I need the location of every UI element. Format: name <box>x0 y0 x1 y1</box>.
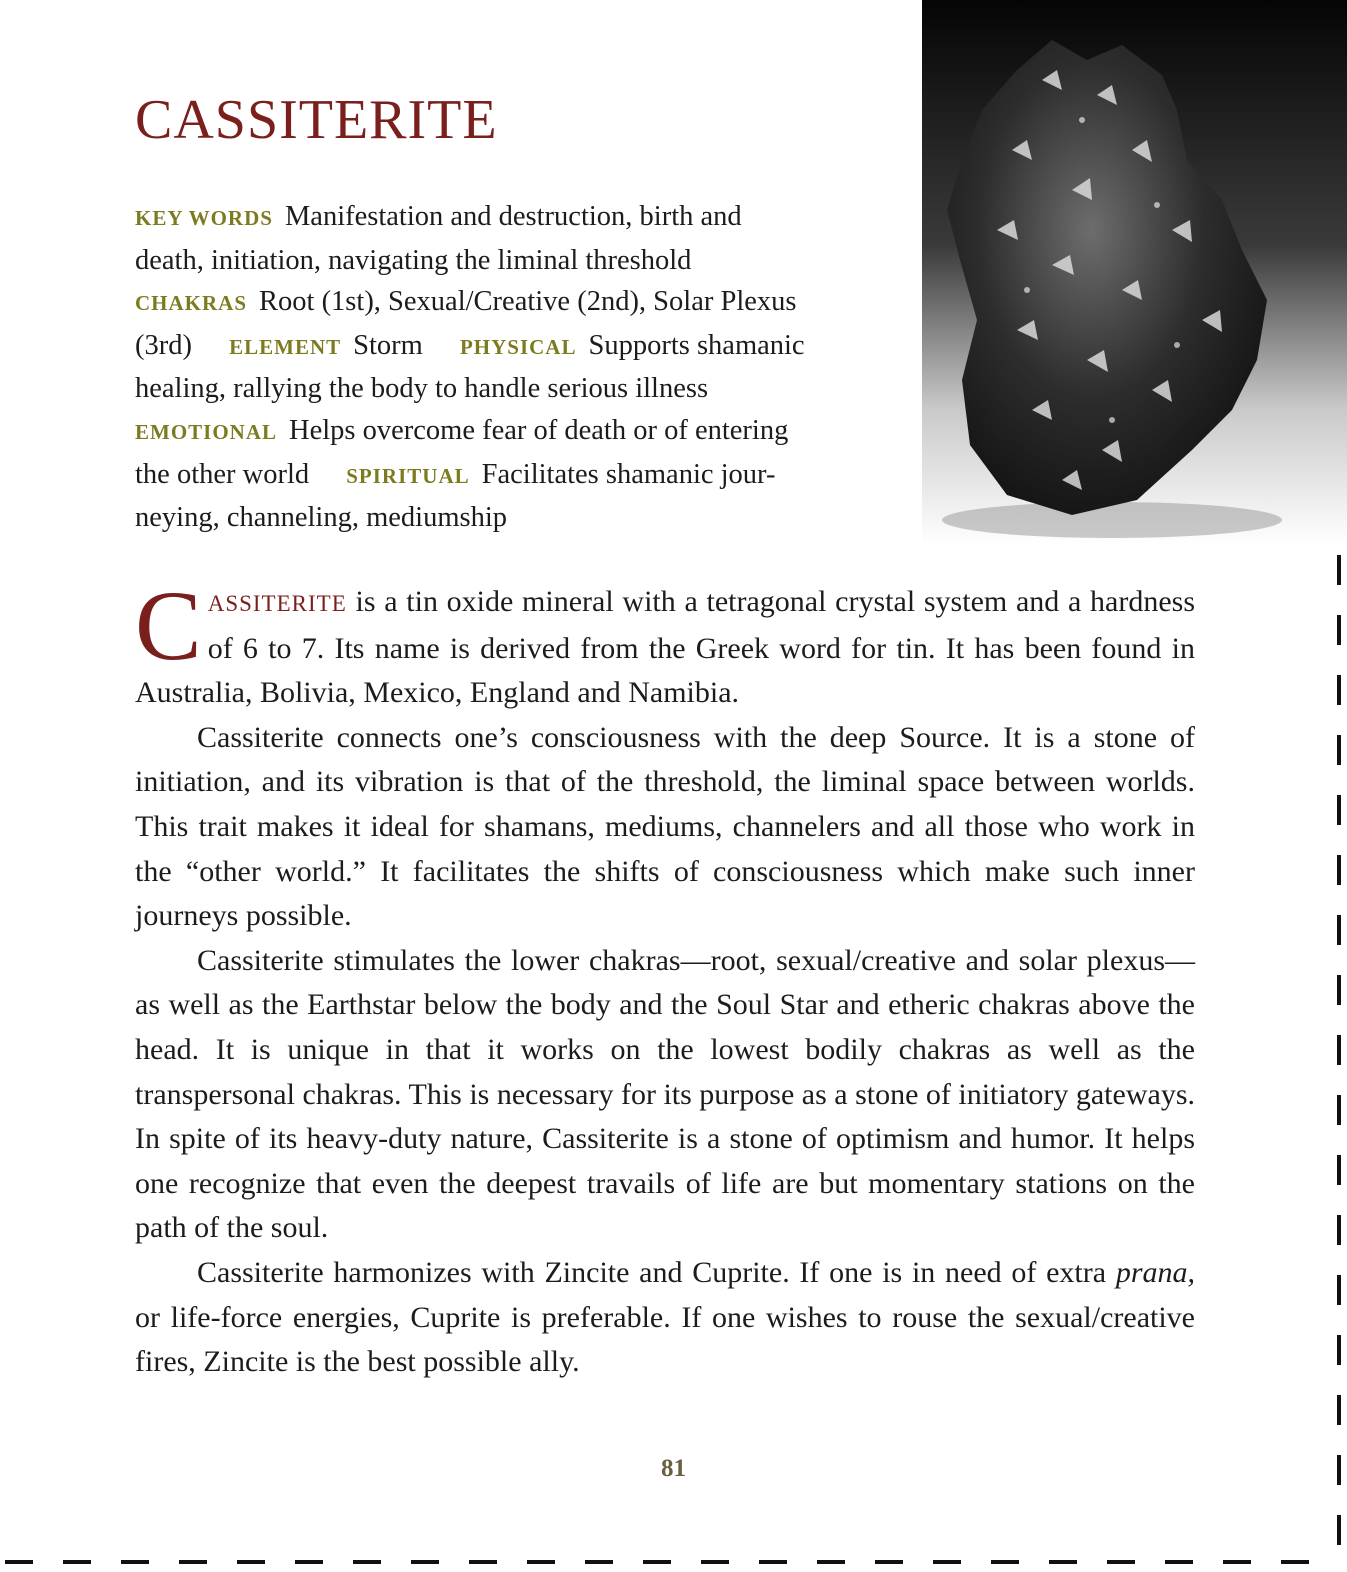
key-words-line-1 <box>135 196 887 240</box>
emotional-text-2: the other world <box>135 458 310 490</box>
paragraph-4-start: Cassiterite harmonizes with Zincite and Cuprite. If one is in need of extra <box>197 1255 1116 1289</box>
spiritual-label: SPIRITUAL <box>346 463 470 488</box>
key-words-text-2: death, initiation, navigating the liminal threshold <box>135 244 692 276</box>
chakras-text-2: (3rd) <box>135 329 192 361</box>
key-words-label: KEY WORDS <box>135 206 273 230</box>
body-text <box>135 570 1195 1385</box>
key-words-line-2 <box>135 240 887 282</box>
emotional-spiritual-line <box>135 454 887 498</box>
spiritual-text-2: neying, channeling, mediumship <box>135 502 508 534</box>
paragraph-2: Cassiterite connects one’s consciousness with the deep Source. It is a stone of initiation, and its vibration is that of the threshold, the liminal space between worlds. This trait makes it ideal for shamans, mediums, channelers and all those who work in the “other world.” It facilitates the shifts of consciousness which make such inner journeys possible. <box>135 720 1195 933</box>
right-crop-marks <box>1337 555 1343 1555</box>
paragraph-3: Cassiterite stimulates the lower chakras—root, sexual/creative and solar plexus—as well as the Earthstar below the body and the Soul Star and etheric chakras above the head. It is unique in that it works on the lowest bodily chakras as well as the transpersonal chakras. This is necessary for its purpose as a stone of initiatory gateways. In spite of its heavy-duty nature, Cassiterite is a stone of optimism and humor. It helps one recognize that even the deepest travails of life are but momentary stations on the path of the soul. <box>135 943 1195 1245</box>
chakras-line-1 <box>135 281 887 325</box>
stone-attributes <box>135 196 887 539</box>
key-words-text-1: Manifestation and destruction, birth and <box>284 201 742 232</box>
drop-cap: C <box>135 570 202 681</box>
paragraph-1-text: is a tin oxide mineral with a tetragonal crystal system and a hardness of 6 to 7. Its name is derived from the Greek word for tin. It has been found in Australia, Bolivia, Mexico, England and Namibia. <box>135 585 1195 710</box>
chakras-text-1: Root (1st), Sexual/Creative (2nd), Solar Plexus <box>259 286 797 318</box>
emotional-line-1 <box>135 410 887 454</box>
emotional-label: EMOTIONAL <box>135 419 278 444</box>
spiritual-text-1: Facilitates shamanic jour- <box>481 458 776 490</box>
physical-text-1: Supports shamanic <box>588 329 805 361</box>
page-number: 81 <box>661 1455 686 1482</box>
lead-in: ASSITERITE <box>207 591 347 616</box>
physical-line-2 <box>135 368 887 410</box>
paragraph-4-italic: prana, <box>1115 1255 1195 1289</box>
cassiterite-photo <box>922 0 1347 545</box>
bottom-crop-marks <box>0 1560 1347 1566</box>
element-label: ELEMENT <box>229 334 342 359</box>
paragraph-4 <box>135 1251 1195 1385</box>
physical-text-2: healing, rallying the body to handle serious illness <box>135 373 709 405</box>
paragraph-4-end: or life-force energies, Cuprite is preferable. If one wishes to rouse the sexual/creative fires, Zincite is the best possible ally. <box>135 1300 1195 1379</box>
element-value: Storm <box>353 329 423 361</box>
page-title: CASSITERITE <box>135 89 498 151</box>
chakras-label: CHAKRAS <box>135 291 248 316</box>
chakras-element-physical-line <box>135 325 887 369</box>
paragraph-1 <box>135 570 1195 716</box>
spiritual-line-2 <box>135 497 887 539</box>
physical-label: PHYSICAL <box>459 334 577 359</box>
emotional-text-1: Helps overcome fear of death or of entering <box>289 414 789 446</box>
